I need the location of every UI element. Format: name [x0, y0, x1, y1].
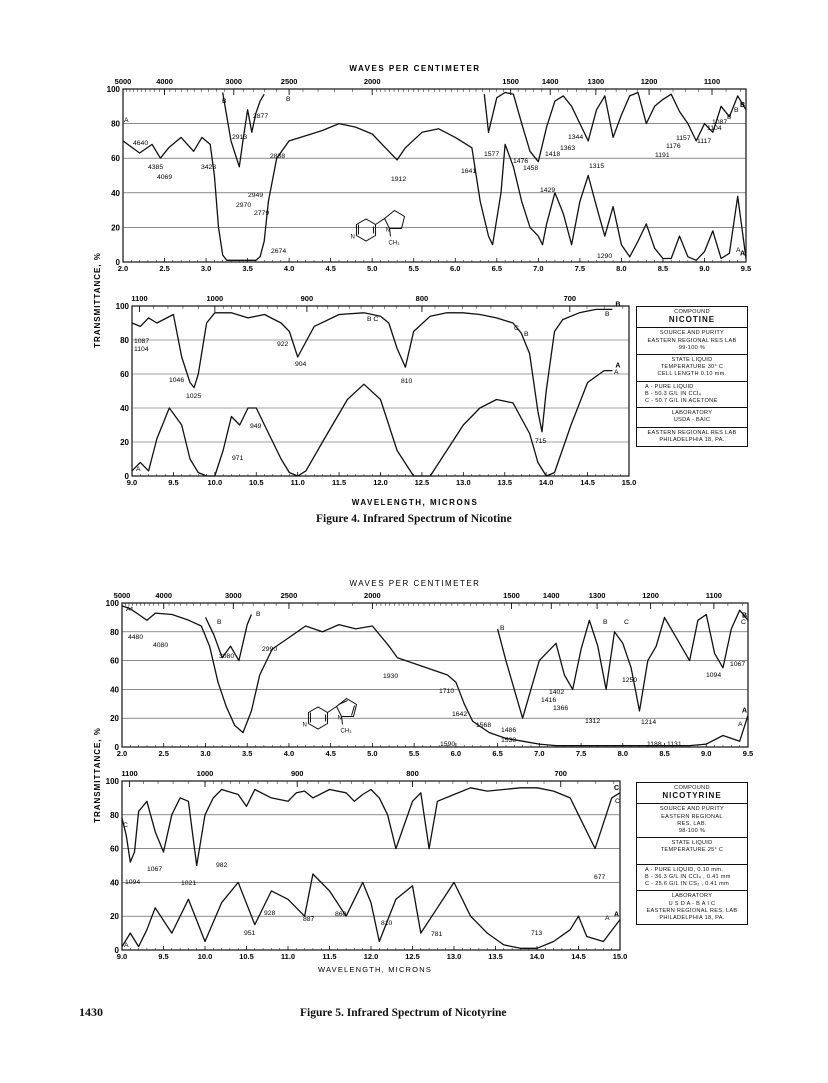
- peak-label: 904: [295, 361, 307, 368]
- fig5-molecule-structure: [302, 699, 356, 735]
- peak-label: 1104: [134, 346, 149, 353]
- peak-label: 1402: [549, 689, 565, 696]
- fig5-bottom-peak-labels: [123, 798, 620, 949]
- fig4-sample-a: A - PURE LIQUID: [645, 383, 694, 390]
- page-number: 1430: [79, 1005, 103, 1019]
- fig5-lab-name: U S D A - B A I C: [668, 900, 716, 907]
- peak-label: C: [624, 619, 629, 626]
- fig4-waves-title: WAVES PER CENTIMETER: [349, 64, 481, 73]
- series-end-label: C: [614, 784, 620, 792]
- fig4-state: STATE LIQUID: [671, 357, 713, 364]
- peak-label: 4080: [153, 642, 169, 649]
- peak-label: 860: [335, 911, 347, 918]
- x-tick-label: 8.5: [659, 749, 670, 758]
- y-tick-label: 100: [105, 599, 119, 608]
- y-tick-label: 80: [110, 627, 119, 637]
- x-tick-label: 12.0: [373, 478, 388, 487]
- x-tick-label: 13.5: [497, 478, 513, 487]
- wavenumber-label: 5000: [113, 591, 131, 600]
- x-tick-label: 5.5: [408, 264, 419, 273]
- peak-label: 1315: [589, 163, 605, 170]
- y-tick-label: 20: [110, 714, 119, 724]
- x-tick-label: 13.0: [446, 952, 462, 961]
- series-line-A: [122, 874, 620, 948]
- fig5-waves-title: WAVES PER CENTIMETER: [349, 579, 481, 588]
- peak-label: 3080: [219, 653, 235, 660]
- wavenumber-label: 2000: [363, 77, 381, 86]
- fig4-lab-name: USDA - BAIC: [673, 417, 711, 424]
- x-tick-label: 14.5: [571, 952, 586, 961]
- peak-label: 1590: [440, 741, 456, 748]
- fig5-state: STATE LIQUID: [671, 840, 713, 847]
- wavenumber-label: 2500: [280, 591, 298, 600]
- wavenumber-label: 1100: [703, 77, 721, 86]
- fig5-sample-a: A - PURE LIQUID, 0.10 mm.: [645, 866, 724, 873]
- x-tick-label: 4.0: [283, 749, 295, 758]
- fig5-lab-address-2: PHILADELPHIA 18, PA.: [659, 915, 725, 922]
- y-tick-label: 100: [106, 85, 120, 94]
- series-line-C: [122, 788, 620, 866]
- pyridine-nitrogen-label: N: [350, 234, 355, 241]
- x-tick-label: 6.5: [491, 264, 503, 273]
- series-end-label: A: [614, 911, 620, 919]
- x-tick-label: 13.0: [456, 478, 471, 487]
- peak-label: 1568: [476, 722, 492, 729]
- fig4-sample-b: B - 50.3 G/L IN CCl₄: [645, 390, 702, 397]
- y-tick-label: 60: [120, 370, 129, 379]
- peak-label: B: [605, 311, 610, 318]
- peak-label: 1021: [181, 880, 197, 887]
- ring-nitrogen-label: N: [337, 715, 342, 722]
- x-tick-label: 3.0: [200, 264, 212, 273]
- peak-label: 1458: [523, 165, 539, 172]
- x-tick-label: 9.5: [168, 478, 179, 487]
- fig5-temperature: TEMPERATURE 25° C: [660, 847, 724, 854]
- peak-label: B: [286, 96, 291, 103]
- peak-label: C: [514, 325, 519, 332]
- fig4-compound-label: COMPOUND: [674, 309, 710, 315]
- wavenumber-label: 5000: [114, 77, 132, 86]
- y-tick-label: 60: [110, 656, 119, 666]
- peak-label: A: [605, 915, 610, 922]
- fig5-lab-address-1: EASTERN REGIONAL RES. LAB: [646, 907, 738, 914]
- x-tick-label: 9.0: [701, 749, 712, 758]
- x-tick-label: 10.5: [239, 952, 254, 961]
- fig4-lab-label: LABORATORY: [671, 410, 713, 417]
- y-tick-label: 80: [110, 810, 119, 820]
- peak-label: C: [615, 798, 620, 805]
- wavenumber-label: 800: [406, 769, 419, 778]
- wavenumber-label: 1300: [588, 591, 606, 600]
- peak-label: 4385: [148, 164, 164, 171]
- peak-label: B C: [367, 316, 379, 323]
- peak-label: 1290: [597, 253, 613, 260]
- fig5-wavelength-title: WAVELENGTH, MICRONS: [317, 965, 433, 974]
- wavenumber-label: 3000: [224, 591, 242, 600]
- peak-label: 1641: [461, 168, 477, 175]
- fig5-info-box: [636, 782, 748, 925]
- wavenumber-label: 1000: [206, 294, 224, 303]
- y-tick-label: 100: [115, 302, 129, 311]
- y-tick-label: 60: [111, 154, 120, 164]
- y-tick-label: 0: [124, 472, 129, 481]
- y-tick-label: 60: [110, 844, 119, 854]
- methyl-label: CH₃: [340, 728, 352, 735]
- peak-label: 1131: [667, 741, 682, 748]
- peak-label: A: [736, 247, 741, 254]
- peak-label: 971: [232, 455, 244, 462]
- methyl-label: CH₃: [388, 240, 400, 247]
- wavenumber-label: 1000: [196, 769, 214, 778]
- fig5-compound-label: COMPOUND: [674, 785, 710, 791]
- series-line-B: [132, 309, 612, 431]
- y-tick-label: 80: [120, 336, 129, 345]
- pyridine-nitrogen-label: N: [302, 722, 307, 729]
- fig4-molecule-structure: [350, 211, 404, 247]
- fig5-compound-name: NICOTYRINE: [662, 791, 722, 801]
- wavenumber-label: 2000: [364, 591, 381, 600]
- series-end-label: B: [742, 612, 748, 620]
- series-end-label: A: [615, 362, 621, 370]
- peak-label: A*: [126, 606, 134, 613]
- x-tick-label: 7.5: [574, 264, 586, 273]
- peak-label: 1157: [676, 135, 691, 142]
- x-tick-label: 12.5: [414, 478, 430, 487]
- peak-label: A: [124, 117, 129, 124]
- x-tick-label: 8.0: [617, 749, 629, 758]
- fig4-transmittance-title: TRANSMITTANCE, %: [93, 252, 102, 348]
- series-end-label: A: [740, 250, 746, 258]
- peak-label: 1912: [391, 176, 407, 183]
- x-tick-label: 10.0: [197, 952, 213, 961]
- x-tick-label: 7.5: [575, 749, 587, 758]
- peak-label: B: [217, 619, 222, 626]
- peak-label: 713: [531, 930, 543, 937]
- peak-label: 2990: [262, 646, 278, 653]
- peak-label: 1429: [540, 187, 556, 194]
- x-tick-label: 9.0: [126, 478, 138, 487]
- peak-label: 982: [216, 862, 228, 869]
- peak-label: 3423: [201, 164, 217, 171]
- fig4-sample-c: C - 50.7 G/L IN ACETONE: [645, 398, 718, 405]
- y-tick-label: 0: [115, 258, 120, 267]
- peak-label: 810: [401, 378, 413, 385]
- fig5-panel-1: [106, 591, 754, 758]
- x-tick-label: 9.0: [116, 952, 128, 961]
- fig5-purity: 98-100 %: [678, 828, 706, 835]
- x-tick-label: 5.5: [408, 749, 420, 758]
- peak-label: 2779: [254, 210, 270, 217]
- peak-label: 1418: [545, 151, 561, 158]
- peak-label: 1067: [147, 866, 163, 873]
- fig5-transmittance-title: TRANSMITTANCE, %: [93, 727, 102, 823]
- peak-label: C: [123, 822, 128, 829]
- peak-label: 1087: [134, 338, 150, 345]
- peak-label: 1538: [501, 737, 517, 744]
- x-tick-label: 6.0: [450, 264, 461, 273]
- peak-label: A: [614, 369, 619, 376]
- x-tick-label: 11.5: [322, 952, 337, 961]
- x-tick-label: 3.5: [241, 749, 253, 758]
- series-end-label: A: [742, 707, 748, 715]
- peak-label: 677: [594, 874, 606, 881]
- x-tick-label: 2.5: [159, 264, 170, 273]
- fig4-wavelength-title: WAVELENGTH, MICRONS: [351, 498, 479, 507]
- y-tick-label: 40: [110, 685, 119, 695]
- wavenumber-label: 1500: [503, 591, 520, 600]
- y-tick-label: 0: [114, 743, 119, 752]
- wavenumber-label: 1400: [542, 591, 560, 600]
- wavenumber-label: 1500: [502, 77, 519, 86]
- wavenumber-label: 900: [290, 769, 304, 778]
- fig4-compound-name: NICOTINE: [668, 315, 716, 325]
- x-tick-label: 11.0: [290, 478, 305, 487]
- wavenumber-label: 4000: [156, 77, 173, 86]
- x-tick-label: 8.5: [657, 264, 669, 273]
- peak-label: 1067: [730, 661, 746, 668]
- peak-label: 1363: [560, 145, 576, 152]
- peak-label: B: [524, 331, 529, 338]
- y-tick-label: 20: [111, 223, 120, 233]
- fig4-cell-length: CELL LENGTH 0.10 mm.: [657, 371, 727, 378]
- x-tick-label: 3.0: [200, 749, 211, 758]
- fig4-lab-address-1: EASTERN REGIONAL RES LAB: [647, 429, 737, 436]
- x-tick-label: 9.5: [740, 264, 752, 273]
- wavenumber-label: 4000: [155, 591, 173, 600]
- peak-label: 1094: [125, 879, 141, 886]
- x-tick-label: 15.0: [621, 478, 637, 487]
- x-tick-label: 14.0: [529, 952, 545, 961]
- peak-label: 1366: [553, 705, 569, 712]
- y-tick-label: 40: [120, 404, 129, 413]
- peak-label: 2877: [253, 113, 269, 120]
- fig5-sample-b: B - 36.3 G/L IN CCl₄ , 0.41 mm: [645, 874, 731, 881]
- x-tick-label: 7.0: [533, 264, 544, 273]
- x-tick-label: 2.0: [116, 749, 128, 758]
- y-tick-label: 20: [120, 438, 129, 447]
- peak-label: 1025: [186, 393, 202, 400]
- x-tick-label: 4.5: [325, 264, 336, 273]
- wavenumber-label: 1100: [121, 769, 138, 778]
- wavenumber-label: 900: [300, 294, 314, 303]
- peak-label: C: [741, 619, 746, 626]
- fig4-panel-1-frame: [123, 89, 746, 262]
- peak-label: A: [136, 466, 141, 473]
- x-tick-label: 5.0: [366, 264, 378, 273]
- fig5-top-peak-labels: [126, 606, 746, 748]
- peak-label: 1094: [706, 672, 722, 679]
- wavenumber-label: 800: [415, 294, 429, 303]
- peak-label: 1104: [707, 125, 722, 132]
- fig4-info-box: [636, 306, 748, 447]
- x-tick-label: 6.5: [492, 749, 503, 758]
- x-tick-label: 2.0: [117, 264, 129, 273]
- fig4-caption: Figure 4. Infrared Spectrum of Nicotine: [316, 513, 512, 525]
- peak-label: 928: [264, 910, 276, 917]
- y-tick-label: 100: [105, 777, 119, 786]
- wavenumber-label: 1200: [642, 591, 659, 600]
- wavenumber-label: 1100: [705, 591, 722, 600]
- x-tick-label: 15.0: [612, 952, 628, 961]
- wavenumber-label: 700: [554, 769, 567, 778]
- peak-label: 1188: [647, 741, 662, 748]
- fig4-source-label: SOURCE AND PURITY: [659, 330, 725, 337]
- x-tick-label: 3.5: [242, 264, 253, 273]
- peak-label: B: [256, 611, 261, 618]
- peak-label: 1046: [169, 377, 185, 384]
- peak-label: B: [500, 625, 505, 632]
- peak-label: 1214: [641, 719, 657, 726]
- x-tick-label: 2.5: [158, 749, 169, 758]
- peak-label: 1577: [484, 151, 500, 158]
- wavenumber-label: 1400: [541, 77, 559, 86]
- x-tick-label: 9.0: [699, 264, 710, 273]
- fig4-purity: 99-100 %: [678, 344, 706, 351]
- series-end-label: B: [740, 101, 746, 109]
- peak-label: 1176: [666, 143, 681, 150]
- fig5-source-2: RES. LAB.: [677, 820, 707, 827]
- peak-label: 2838: [270, 153, 286, 160]
- peak-label: 1476: [513, 158, 529, 165]
- peak-label: 781: [431, 931, 443, 938]
- fig5-source: EASTERN REGIONAL: [661, 813, 723, 820]
- peak-label: 715: [535, 438, 547, 445]
- ring-nitrogen-label: N: [385, 227, 390, 234]
- fig5-caption: Figure 5. Infrared Spectrum of Nicotyrine: [300, 1007, 507, 1019]
- fig5-lab-label: LABORATORY: [671, 893, 713, 900]
- peak-label: 1930: [383, 673, 399, 680]
- peak-label: 1344: [568, 134, 584, 141]
- wavenumber-label: 1300: [587, 77, 605, 86]
- peak-label: 1191: [655, 152, 670, 159]
- y-tick-label: 20: [110, 912, 119, 922]
- x-tick-label: 4.5: [325, 749, 336, 758]
- peak-label: 1312: [585, 718, 601, 725]
- fig4-panel-1: [107, 77, 752, 273]
- x-tick-label: 13.5: [488, 952, 503, 961]
- x-tick-label: 7.0: [534, 749, 545, 758]
- peak-label: 887: [303, 916, 315, 923]
- x-tick-label: 6.0: [450, 749, 462, 758]
- x-tick-label: 11.0: [280, 952, 296, 961]
- peak-label: 4640: [133, 140, 149, 147]
- fig5-panel-2: [106, 769, 628, 961]
- peak-label: 1416: [541, 697, 557, 704]
- x-tick-label: 8.0: [616, 264, 627, 273]
- peak-label: 1087: [712, 119, 728, 126]
- wavenumber-label: 1100: [131, 294, 148, 303]
- fig4-lab-address-2: PHILADELPHIA 18, PA.: [659, 436, 725, 443]
- wavenumber-label: 700: [563, 294, 577, 303]
- peak-label: 4069: [157, 174, 173, 181]
- wavenumber-label: 2500: [280, 77, 298, 86]
- peak-label: 951: [244, 930, 256, 937]
- peak-label: 1486: [501, 727, 517, 734]
- fig5-sample-c: C - 25.6 G/L IN CS₂ , 0.41 mm: [645, 881, 730, 888]
- peak-label: 1642: [452, 711, 468, 718]
- x-tick-label: 10.0: [207, 478, 223, 487]
- peak-label: B: [603, 619, 608, 626]
- peak-label: 922: [277, 341, 289, 348]
- series-line-A: [123, 124, 746, 261]
- fig4-source: EASTERN REGIONAL RES LAB: [647, 337, 737, 344]
- peak-label: 2970: [236, 202, 252, 209]
- wavenumber-label: 1200: [640, 77, 658, 86]
- peak-label: 4480: [128, 634, 144, 641]
- fig5-source-label: SOURCE AND PURITY: [659, 806, 725, 813]
- fig4-temperature: TEMPERATURE 30° C: [660, 364, 724, 371]
- x-tick-label: 10.5: [248, 478, 264, 487]
- peak-label: B: [734, 107, 739, 114]
- y-tick-label: 40: [110, 878, 119, 888]
- peak-label: B: [222, 98, 227, 105]
- peak-label: 2913: [232, 134, 248, 141]
- peak-label: 1710: [439, 688, 455, 695]
- series-line-B: [206, 610, 749, 718]
- y-tick-label: 40: [111, 188, 120, 198]
- peak-label: 1117: [697, 138, 712, 145]
- peak-label: 2949: [248, 192, 264, 199]
- peak-label: 2674: [271, 248, 287, 255]
- peak-label: A: [738, 721, 743, 728]
- peak-label: A: [124, 942, 129, 949]
- wavenumber-label: 3000: [225, 77, 243, 86]
- peak-label: 949: [250, 423, 262, 430]
- y-tick-label: 0: [114, 946, 119, 955]
- x-tick-label: 4.0: [283, 264, 295, 273]
- peak-label: B: [727, 114, 732, 121]
- x-tick-label: 5.0: [367, 749, 378, 758]
- y-tick-label: 80: [111, 119, 120, 129]
- peak-label: 1250: [622, 677, 638, 684]
- x-tick-label: 14.0: [538, 478, 554, 487]
- x-tick-label: 12.0: [363, 952, 379, 961]
- x-tick-label: 14.5: [580, 478, 595, 487]
- x-tick-label: 9.5: [158, 952, 169, 961]
- x-tick-label: 9.5: [742, 749, 754, 758]
- peak-label: 810: [381, 920, 393, 927]
- x-tick-label: 11.5: [331, 478, 347, 487]
- x-tick-label: 12.5: [405, 952, 420, 961]
- series-end-label: B: [615, 301, 621, 309]
